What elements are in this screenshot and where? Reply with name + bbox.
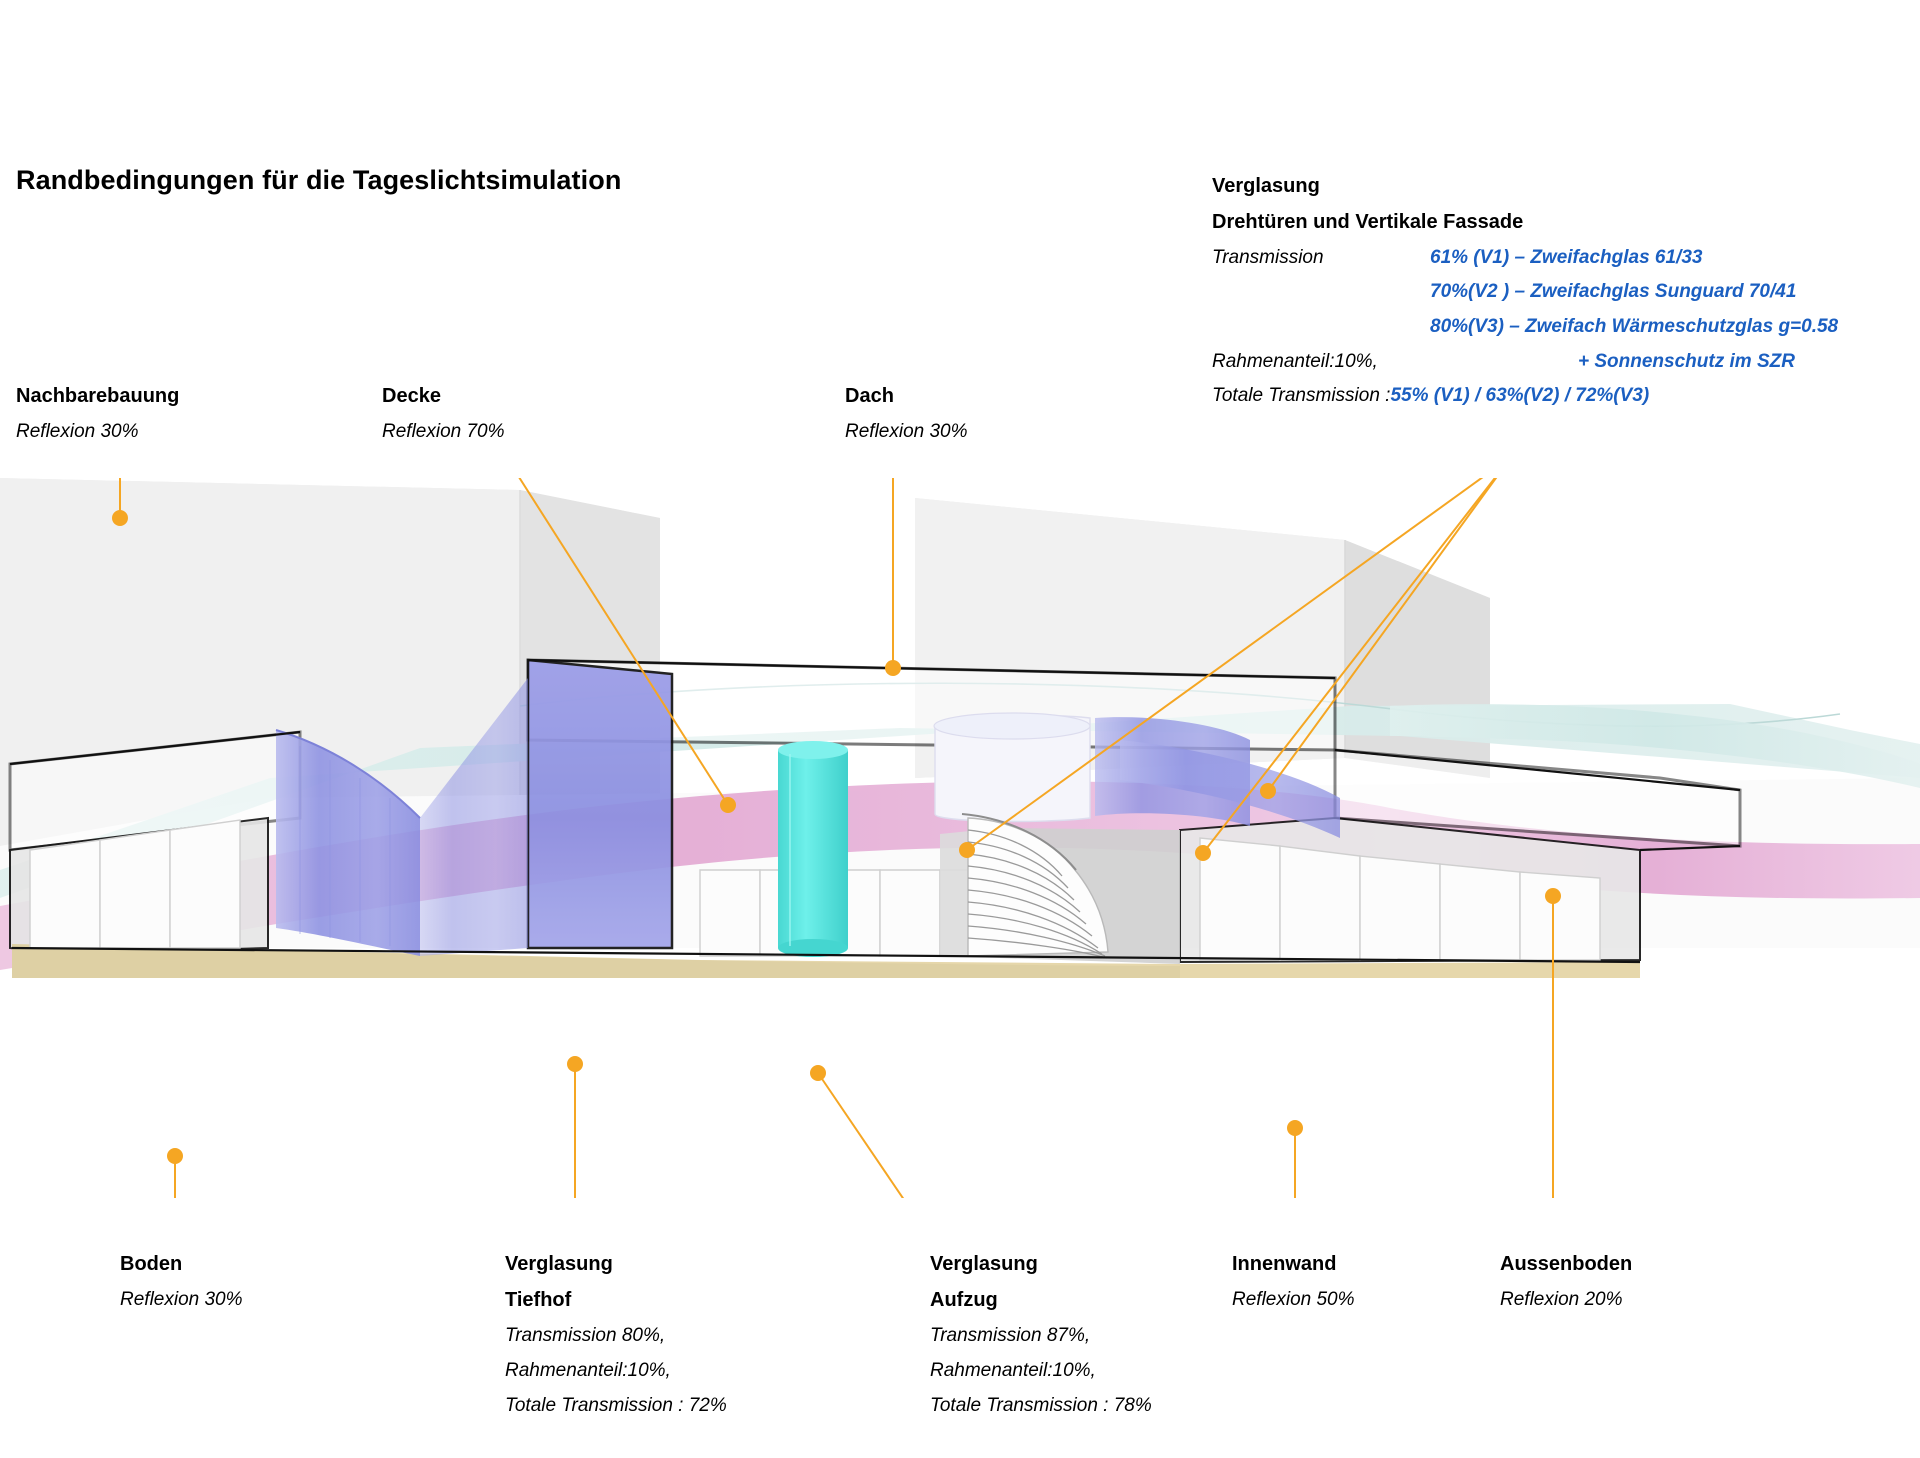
annotation-line: Totale Transmission : 72% <box>505 1395 727 1416</box>
glazing-frame-row <box>1212 351 1838 373</box>
glazing-subheading: Drehtüren und Vertikale Fassade <box>1212 211 1524 233</box>
annotation-verglasung-tiefhof <box>505 1253 727 1417</box>
annotation-line: Transmission 87%, <box>930 1325 1091 1346</box>
annotation-line: Reflexion 50% <box>1232 1289 1355 1310</box>
annotation-heading: Nachbarebauung <box>16 385 180 407</box>
glazing-spec-block <box>1212 175 1838 419</box>
annotation-line: Transmission 80%, <box>505 1325 666 1346</box>
annotation-line: Reflexion 20% <box>1500 1289 1623 1310</box>
annotation-innenwand <box>1232 1253 1355 1311</box>
annotation-heading: Verglasung <box>505 1253 613 1275</box>
annotation-boden <box>120 1253 243 1311</box>
glazing-transmission-value-2: 70%(V2 ) – Zweifachglas Sunguard 70/41 <box>1430 281 1797 302</box>
annotation-line: Reflexion 30% <box>16 421 139 442</box>
glazing-heading: Verglasung <box>1212 175 1320 197</box>
annotation-heading: Boden <box>120 1253 183 1275</box>
annotation-line: Rahmenanteil:10%, <box>930 1360 1096 1381</box>
annotation-heading: Verglasung <box>930 1253 1038 1275</box>
annotation-decke <box>382 385 505 443</box>
annotation-subheading: Tiefhof <box>505 1289 572 1311</box>
glazing-total-label: Totale Transmission : <box>1212 385 1391 406</box>
glazing-transmission-label: Transmission <box>1212 247 1324 268</box>
annotation-line: Rahmenanteil:10%, <box>505 1360 671 1381</box>
annotation-heading: Aussenboden <box>1500 1253 1633 1275</box>
annotation-nachbarbebauung <box>16 385 179 443</box>
annotation-line: Reflexion 70% <box>382 421 505 442</box>
annotation-dach <box>845 385 968 443</box>
glazing-total-value: 55% (V1) / 63%(V2) / 72%(V3) <box>1390 385 1650 406</box>
glazing-transmission-value-3: 80%(V3) – Zweifach Wärmeschutzglas g=0.58 <box>1430 316 1839 337</box>
annotation-line: Totale Transmission : 78% <box>930 1395 1152 1416</box>
annotation-subheading: Aufzug <box>930 1289 998 1311</box>
page-title: Randbedingungen für die Tageslichtsimulation <box>16 165 622 195</box>
glazing-sun-protection: + Sonnenschutz im SZR <box>1578 351 1795 372</box>
annotation-line: Reflexion 30% <box>845 421 968 442</box>
annotation-heading: Dach <box>845 385 894 407</box>
glazing-frame-label: Rahmenanteil:10%, <box>1212 351 1378 372</box>
glazing-transmission-value-1: 61% (V1) – Zweifachglas 61/33 <box>1430 247 1703 268</box>
cyan-glass-elevator <box>778 741 848 957</box>
annotation-aussenboden <box>1500 1253 1632 1311</box>
annotation-heading: Decke <box>382 385 441 407</box>
annotation-heading: Innenwand <box>1232 1253 1337 1275</box>
annotation-line: Reflexion 30% <box>120 1289 243 1310</box>
glazing-transmission-row <box>1212 247 1838 269</box>
building-section-illustration <box>0 478 1920 1198</box>
annotation-verglasung-aufzug <box>930 1253 1152 1417</box>
glazing-total-row <box>1212 385 1838 407</box>
